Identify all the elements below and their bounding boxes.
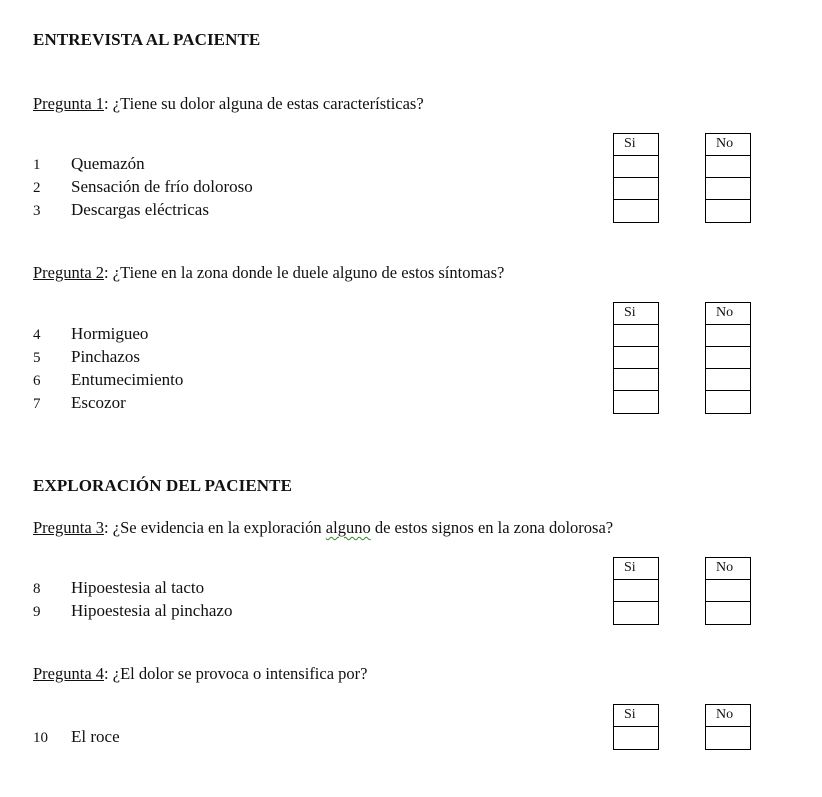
- checkbox-q3-item9-yes[interactable]: [614, 602, 658, 624]
- question-2-text: : ¿Tiene en la zona donde le duele alguno de estos síntomas?: [104, 263, 505, 282]
- item-6: [33, 370, 183, 390]
- item-number: 1: [33, 157, 41, 173]
- no-header: No: [706, 705, 750, 727]
- spellcheck-word: alguno: [325, 518, 371, 537]
- checkbox-q2-item4-yes[interactable]: [614, 325, 658, 347]
- question-1-text: : ¿Tiene su dolor alguna de estas características?: [104, 94, 424, 113]
- answer-box-no-q3: [705, 557, 751, 625]
- item-number: 3: [33, 203, 41, 219]
- item-5: [33, 347, 140, 367]
- item-number: 4: [33, 327, 41, 343]
- answer-box-no-q2: [705, 302, 751, 414]
- checkbox-q2-item6-no[interactable]: [706, 369, 750, 391]
- checkbox-q2-item6-yes[interactable]: [614, 369, 658, 391]
- item-number: 9: [33, 604, 41, 620]
- checkbox-q2-item7-yes[interactable]: [614, 391, 658, 413]
- item-3: [33, 200, 209, 220]
- item-text: Hormigueo: [71, 324, 149, 343]
- question-1: [33, 94, 424, 114]
- question-4: [33, 664, 367, 684]
- checkbox-q1-item1-yes[interactable]: [614, 156, 658, 178]
- checkbox-q1-item3-yes[interactable]: [614, 200, 658, 222]
- item-text: Entumecimiento: [71, 370, 184, 389]
- question-4-text: : ¿El dolor se provoca o intensifica por?: [104, 664, 368, 683]
- question-4-label: Pregunta 4: [33, 664, 105, 683]
- checkbox-q2-item5-yes[interactable]: [614, 347, 658, 369]
- item-7: [33, 393, 126, 413]
- item-9: [33, 601, 232, 621]
- item-text: Descargas eléctricas: [71, 200, 209, 219]
- question-3-label: Pregunta 3: [33, 518, 105, 537]
- checkbox-q3-item9-no[interactable]: [706, 602, 750, 624]
- item-text: Sensación de frío doloroso: [71, 177, 253, 196]
- answer-box-no-q1: [705, 133, 751, 223]
- question-2: [33, 263, 504, 283]
- item-number: 5: [33, 350, 41, 366]
- answer-box-no-q4: [705, 704, 751, 750]
- answer-box-yes-q2: [613, 302, 659, 414]
- checkbox-q1-item2-yes[interactable]: [614, 178, 658, 200]
- question-2-label: Pregunta 2: [33, 263, 105, 282]
- item-text: Hipoestesia al pinchazo: [71, 601, 233, 620]
- item-1: [33, 154, 145, 174]
- no-header: No: [706, 134, 750, 156]
- item-10: [33, 727, 120, 747]
- checkbox-q2-item5-no[interactable]: [706, 347, 750, 369]
- item-text: Hipoestesia al tacto: [71, 578, 205, 597]
- checkbox-q1-item3-no[interactable]: [706, 200, 750, 222]
- item-number: 6: [33, 373, 41, 389]
- question-3: [33, 518, 613, 538]
- section-heading-interview: ENTREVISTA AL PACIENTE: [33, 30, 261, 49]
- yes-header: Si: [614, 705, 658, 727]
- checkbox-q4-item10-no[interactable]: [706, 727, 750, 749]
- answer-box-yes-q4: [613, 704, 659, 750]
- item-2: [33, 177, 253, 197]
- question-1-label: Pregunta 1: [33, 94, 105, 113]
- checkbox-q2-item7-no[interactable]: [706, 391, 750, 413]
- item-text: Quemazón: [71, 154, 145, 173]
- yes-header: Si: [614, 134, 658, 156]
- item-8: [33, 578, 204, 598]
- section-heading-exploration: EXPLORACIÓN DEL PACIENTE: [33, 476, 293, 495]
- checkbox-q1-item2-no[interactable]: [706, 178, 750, 200]
- checkbox-q1-item1-no[interactable]: [706, 156, 750, 178]
- item-number: 10: [33, 730, 48, 746]
- item-number: 8: [33, 581, 41, 597]
- question-3-text-a: : ¿Se evidencia en la exploración: [104, 518, 326, 537]
- item-4: [33, 324, 148, 344]
- checkbox-q3-item8-yes[interactable]: [614, 580, 658, 602]
- no-header: No: [706, 558, 750, 580]
- no-header: No: [706, 303, 750, 325]
- item-text: Escozor: [71, 393, 126, 412]
- yes-header: Si: [614, 558, 658, 580]
- answer-box-yes-q1: [613, 133, 659, 223]
- question-3-text-c: de estos signos en la zona dolorosa?: [370, 518, 614, 537]
- checkbox-q4-item10-yes[interactable]: [614, 727, 658, 749]
- checkbox-q3-item8-no[interactable]: [706, 580, 750, 602]
- yes-header: Si: [614, 303, 658, 325]
- answer-box-yes-q3: [613, 557, 659, 625]
- item-text: Pinchazos: [71, 347, 140, 366]
- item-number: 7: [33, 396, 41, 412]
- item-number: 2: [33, 180, 41, 196]
- checkbox-q2-item4-no[interactable]: [706, 325, 750, 347]
- item-text: El roce: [71, 727, 120, 746]
